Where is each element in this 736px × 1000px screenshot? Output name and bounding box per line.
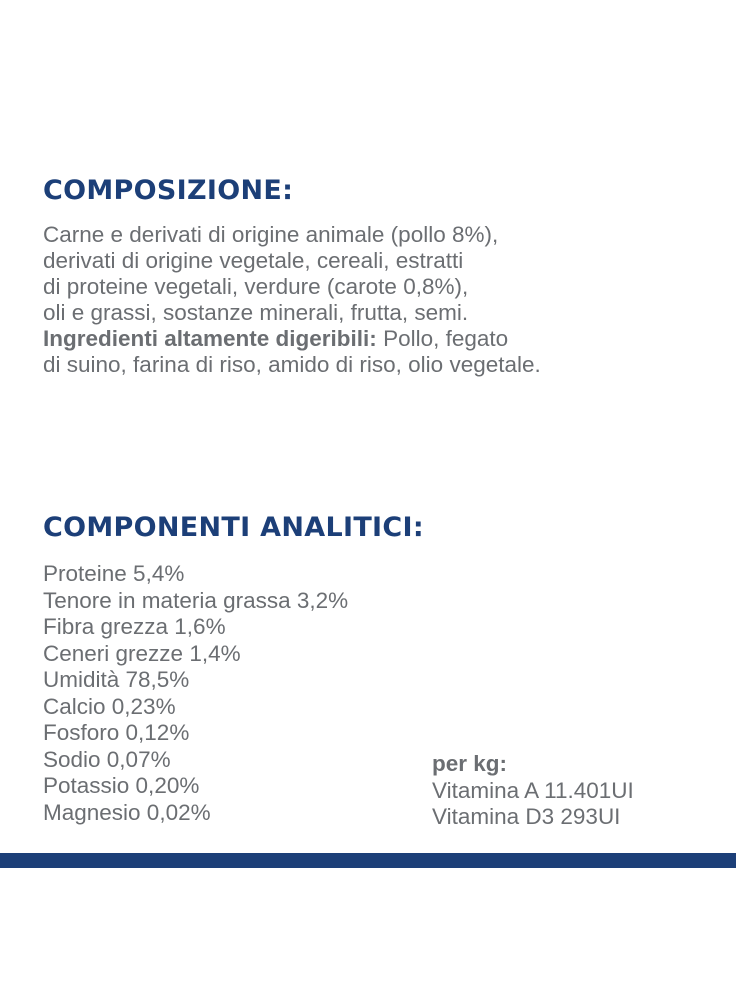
analytic-item: Umidità 78,5% bbox=[43, 667, 190, 692]
composizione-line: di proteine vegetali, verdure (carote 0,8%), bbox=[43, 274, 469, 299]
composizione-paragraph bbox=[43, 222, 541, 378]
composizione-line: di suino, farina di riso, amido di riso, olio vegetale. bbox=[43, 352, 541, 377]
analytic-item: Proteine 5,4% bbox=[43, 561, 185, 586]
per-kg-block bbox=[432, 751, 634, 831]
composizione-line: oli e grassi, sostanze minerali, frutta, semi. bbox=[43, 300, 469, 325]
analytic-item: Calcio 0,23% bbox=[43, 693, 176, 719]
analytic-item: Magnesio 0,02% bbox=[43, 799, 211, 825]
analytic-components-list bbox=[43, 561, 348, 826]
analytic-item: Potassio 0,20% bbox=[43, 773, 200, 798]
composizione-heading: COMPOSIZIONE: bbox=[43, 175, 294, 206]
analytic-item: Sodio 0,07% bbox=[43, 746, 171, 772]
vitamin-item: Vitamina A 11.401UI bbox=[432, 777, 634, 803]
componenti-analitici-heading: COMPONENTI ANALITICI: bbox=[43, 512, 424, 543]
vitamin-item: Vitamina D3 293UI bbox=[432, 804, 621, 829]
per-kg-title: per kg: bbox=[432, 751, 508, 776]
analytic-item: Fosforo 0,12% bbox=[43, 720, 190, 745]
analytic-item: Ceneri grezze 1,4% bbox=[43, 640, 241, 666]
composizione-line: Carne e derivati di origine animale (pollo 8%), bbox=[43, 222, 499, 247]
analytic-item: Fibra grezza 1,6% bbox=[43, 614, 226, 639]
digestible-ingredients-label: Ingredienti altamente digeribili: bbox=[43, 326, 377, 351]
composizione-line: derivati di origine vegetale, cereali, estratti bbox=[43, 248, 464, 273]
bottom-divider-band bbox=[0, 853, 736, 868]
analytic-item: Tenore in materia grassa 3,2% bbox=[43, 587, 349, 613]
composizione-highlight-line bbox=[43, 326, 541, 352]
digestible-ingredients-text: Pollo, fegato bbox=[376, 326, 509, 351]
